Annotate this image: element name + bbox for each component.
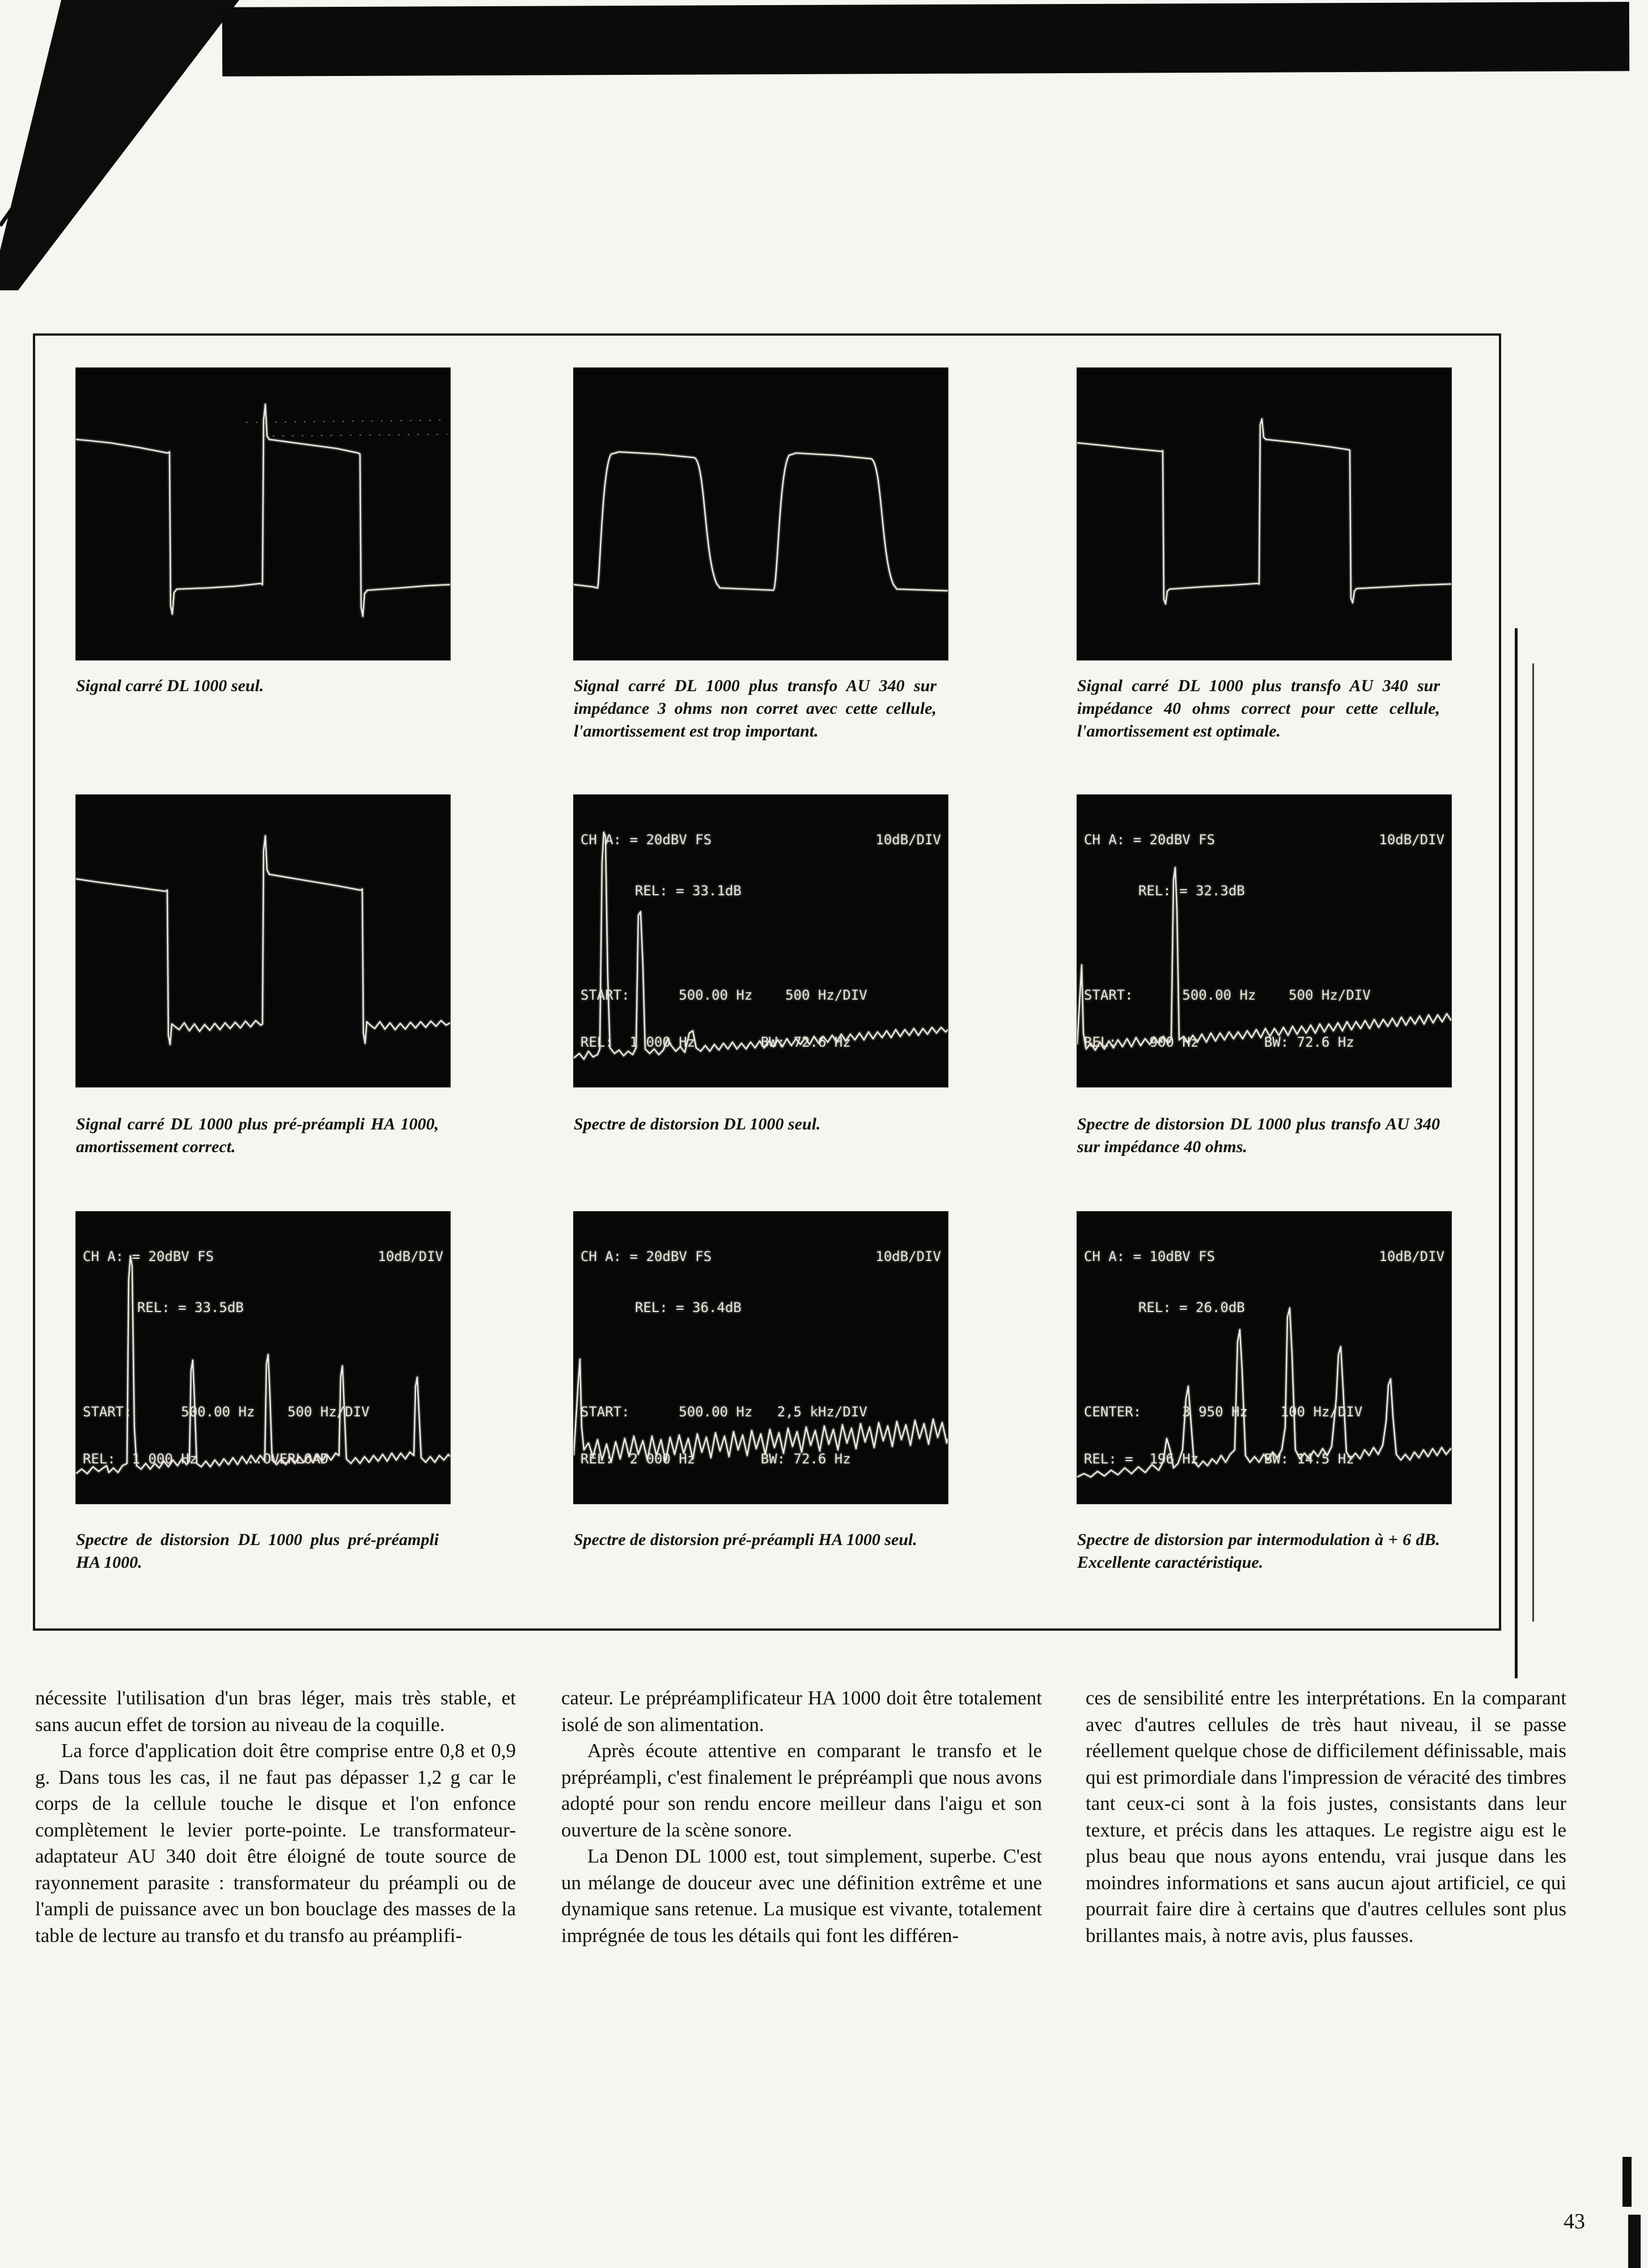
figure-caption: Signal carré DL 1000 plus transfo AU 340 sur impédance 40 ohms correct pour cette cellule, l'amortissement est optimale. bbox=[1077, 676, 1440, 741]
body-column-1 bbox=[35, 1685, 516, 2195]
figure-caption: Spectre de distorsion DL 1000 plus pré-préampli HA 1000. bbox=[76, 1530, 439, 1572]
scope-rel-label: REL: = 33.5dB bbox=[137, 1300, 244, 1315]
oscilloscope-photo bbox=[574, 368, 948, 660]
scope-center-label: CENTER: 3 950 Hz 100 Hz/DIV bbox=[1084, 1404, 1363, 1420]
scope-bw-label: REL: 900 Hz BW: 72.6 Hz bbox=[1084, 1034, 1354, 1050]
scope-rel-label: REL: = 32.3dB bbox=[1138, 883, 1245, 899]
scope-channel-label: CH A: = 10dBV FS bbox=[1084, 1249, 1215, 1264]
oscilloscope-photo bbox=[76, 368, 450, 660]
scope-overload-label: REL: 1 000 Hz ..OVERLOAD bbox=[83, 1451, 329, 1467]
scope-scale-label: 10dB/DIV bbox=[1379, 1249, 1444, 1264]
figure-square-transfo-3ohms bbox=[574, 368, 948, 743]
spectrum-analyzer-photo bbox=[76, 1212, 450, 1504]
corner-registration-mark bbox=[1628, 2215, 1641, 2268]
scope-bw-label: REL: 2 000 Hz BW: 72.6 Hz bbox=[581, 1451, 851, 1467]
page-edge-line bbox=[1532, 663, 1534, 1622]
paragraph: Après écoute attentive en comparant le transfo et le prépréampli, c'est finalement le prépréampli que nous avons adopté pour son rendu encore meilleur dans l'aigu et son ouverture de la scène sonore. bbox=[561, 1740, 1042, 1841]
spectrum-analyzer-photo bbox=[1077, 1212, 1451, 1504]
corner-registration-mark bbox=[1622, 2157, 1632, 2207]
spectrum-analyzer-photo bbox=[574, 795, 948, 1087]
paragraph: ces de sensibilité entre les interprétations. En la comparant avec d'autres cellules de très haut niveau, il se passe réellement quelque chose de difficilement définissable, mais qui est primordiale dans l'impression de véracité des timbres tant ceux-ci sont à la fois justes, consistants dans leur texture, et précis dans les attaques. Le registre aigu est le plus beau que nous ayons entendu, vrai jusque dans les moindres informations et sans aucun ajout artificiel, ce qui pourrait faire dire à certains que d'autres cellules sont plus brillantes mais, à notre avis, plus fausses. bbox=[1086, 1687, 1566, 1947]
scope-scale-label: 10dB/DIV bbox=[1379, 832, 1444, 848]
figure-caption: Signal carré DL 1000 seul. bbox=[76, 676, 264, 695]
scope-readout-text bbox=[581, 953, 941, 1085]
figure-spectrum-dl1000-prepreampli bbox=[76, 1212, 450, 1574]
figure-spectrum-dl1000-seul bbox=[574, 795, 948, 1136]
scope-bw-label: REL: 1 000 Hz BW: 72.6 Hz bbox=[581, 1034, 851, 1050]
scope-status-text bbox=[581, 797, 941, 933]
spectrum-analyzer-photo bbox=[1077, 795, 1451, 1087]
paragraph: nécessite l'utilisation d'un bras léger, mais très stable, et sans aucun effet de torsion au niveau de la coquille. bbox=[35, 1687, 516, 1736]
scope-start-label: START: 500.00 Hz 2,5 kHz/DIV bbox=[581, 1404, 867, 1420]
scope-readout-text bbox=[83, 1369, 443, 1501]
scope-rel-label: REL: = 26.0dB bbox=[1138, 1300, 1245, 1315]
scope-readout-text bbox=[581, 1369, 941, 1501]
figure-square-prepreampli bbox=[76, 795, 450, 1158]
scope-scale-label: 10dB/DIV bbox=[378, 1249, 443, 1264]
spectrum-analyzer-photo bbox=[574, 1212, 948, 1504]
scope-start-label: START: 500.00 Hz 500 Hz/DIV bbox=[1084, 987, 1371, 1003]
figure-caption: Signal carré DL 1000 plus pré-préampli HA 1000, amortissement correct. bbox=[76, 1115, 439, 1156]
page-number: 43 bbox=[1564, 2210, 1585, 2233]
figure-caption: Spectre de distorsion par intermodulation à + 6 dB. Excellente caractéristique. bbox=[1077, 1530, 1440, 1572]
square-wave-trace bbox=[1077, 368, 1451, 660]
figure-spectrum-ha1000-seul bbox=[574, 1212, 948, 1551]
oscilloscope-photo bbox=[1077, 368, 1451, 660]
scope-bw-label: REL: = 196 Hz BW: 14.5 Hz bbox=[1084, 1451, 1354, 1467]
body-column-3 bbox=[1086, 1685, 1566, 2195]
paragraph: La Denon DL 1000 est, tout simplement, superbe. C'est un mélange de douceur avec une définition extrême et une dynamique sans retenue. La musique est vivante, totalement imprégnée de tous les détails qui font les différen- bbox=[561, 1845, 1042, 1947]
scope-channel-label: CH A: = 20dBV FS bbox=[581, 1249, 712, 1264]
oscilloscope-photo bbox=[76, 795, 450, 1087]
paragraph: La force d'application doit être comprise entre 0,8 et 0,9 g. Dans tous les cas, il ne faut pas dépasser 1,2 g car le corps de la cellule touche le disque et l'on enfonce complètement le levier porte-pointe. Le transformateur-adaptateur AU 340 doit être éloigné de toute source de rayonnement parasite : transformateur du préampli ou de l'ampli de puissance avec un bon bouclage des masses de la table de lecture au transfo et du transfo au préamplifi- bbox=[35, 1740, 516, 1947]
figure-panel bbox=[33, 333, 1501, 1631]
scope-status-text bbox=[1084, 1214, 1444, 1350]
top-bar bbox=[222, 2, 1629, 77]
scope-rel-label: REL: = 33.1dB bbox=[635, 883, 742, 899]
scope-channel-label: CH A: = 20dBV FS bbox=[83, 1249, 214, 1264]
scope-start-label: START: 500.00 Hz 500 Hz/DIV bbox=[581, 987, 867, 1003]
body-column-2 bbox=[561, 1685, 1042, 2195]
figure-caption: Spectre de distorsion pré-préampli HA 1000 seul. bbox=[574, 1530, 917, 1549]
square-wave-trace bbox=[574, 368, 948, 660]
page-edge-line bbox=[1515, 628, 1518, 1678]
square-wave-trace bbox=[76, 368, 450, 660]
scope-rel-label: REL: = 36.4dB bbox=[635, 1300, 742, 1315]
figure-caption: Spectre de distorsion DL 1000 plus transfo AU 340 sur impédance 40 ohms. bbox=[1077, 1115, 1440, 1156]
scope-readout-text bbox=[1084, 1369, 1444, 1501]
scope-status-text bbox=[83, 1214, 443, 1350]
scope-status-text bbox=[581, 1214, 941, 1350]
paragraph: cateur. Le prépréamplificateur HA 1000 doit être totalement isolé de son alimentation. bbox=[561, 1687, 1042, 1736]
square-wave-trace bbox=[76, 795, 450, 1087]
scope-scale-label: 10dB/DIV bbox=[875, 832, 941, 848]
figure-caption: Signal carré DL 1000 plus transfo AU 340 sur impédance 3 ohms non corret avec cette cellule, l'amortissement est trop important. bbox=[574, 676, 937, 741]
scope-readout-text bbox=[1084, 953, 1444, 1085]
scope-start-label: START: 500.00 Hz 500 Hz/DIV bbox=[83, 1404, 370, 1420]
figure-caption: Spectre de distorsion DL 1000 seul. bbox=[574, 1115, 821, 1133]
scope-channel-label: CH A: = 20dBV FS bbox=[581, 832, 712, 848]
scope-channel-label: CH A: = 20dBV FS bbox=[1084, 832, 1215, 848]
scope-status-text bbox=[1084, 797, 1444, 933]
scope-scale-label: 10dB/DIV bbox=[875, 1249, 941, 1264]
figure-spectrum-intermodulation bbox=[1077, 1212, 1451, 1574]
figure-square-transfo-40ohms bbox=[1077, 368, 1451, 743]
figure-square-dl1000-seul bbox=[76, 368, 450, 697]
figure-spectrum-transfo-40ohms bbox=[1077, 795, 1451, 1158]
